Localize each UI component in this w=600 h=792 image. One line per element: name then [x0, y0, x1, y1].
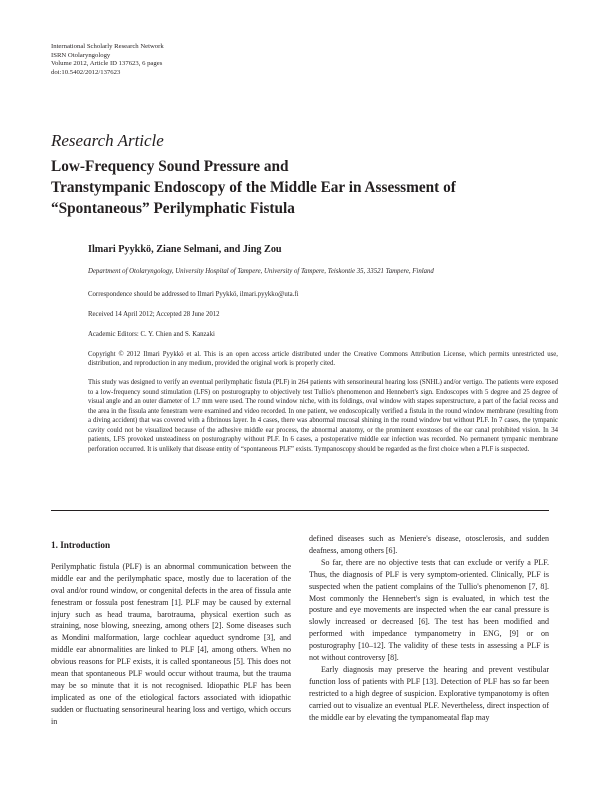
front-matter	[88, 244, 558, 454]
copyright: Copyright © 2012 Ilmari Pyykkö et al. This is an open access article distributed under the Creative Commons Attribution License, which permits unrestricted use, distribution, and reproduction in any medium, provided the original work is properly cited.	[88, 351, 558, 368]
paragraph: defined diseases such as Meniere's disease, otosclerosis, and sudden deafness, among others [6].	[309, 534, 549, 555]
article-type: Research Article	[51, 131, 164, 150]
title-line: Low-Frequency Sound Pressure and	[51, 158, 289, 175]
title-line: Transtympanic Endoscopy of the Middle Ear in Assessment of	[51, 179, 456, 197]
doi: doi:10.5402/2012/137623	[51, 68, 121, 76]
journal-header	[51, 43, 164, 77]
journal-name: International Scholarly Research Network	[51, 43, 164, 50]
article-title	[51, 156, 571, 220]
abstract: This study was designed to verify an eventual perilymphatic fistula (PLF) in 264 patients with sensorineural hearing loss (SNHL) and/or vertigo. The patients were exposed to a low-frequency sound stimulation (LFS) on posturography to objectively test Tullio's phenomenon and Hennebert's sign. Endoscopes with 5 degree and 25 degree of visual angle and an outer diameter of 1.7 mm were used. The round window niche, with its foldings, oval window with stapes superstructure, a part of the facial recess and the area in the fissula ante fenestram were examined and video recorded. In one patient, we endoscopically verified a fistula in the round window membrane (resulting from a diving accident) that was covered with a fibrinous layer. In 4 cases, there was abnormal mucosal shining in the round window but without PLF. In 7 cases, the tympanic cavity could not be visualized because of the adhesive middle ear process, the abnormal anatomy, or the prominent exostoses of the ear canal prohibited vision. In 34 patients, LFS provoked unsteadiness on posturography without PLF. In 6 cases, a postoperative middle ear infection was recorded. No permanent tympanic membrane perforation occurred. It is unlikely that disease entity of “spontaneous PLF” exists. Tympanoscopy should be regarded as the first choice when a PLF is suspected.	[88, 379, 558, 453]
body-column-left	[51, 531, 291, 728]
paragraph: Early diagnosis may preserve the hearing and prevent vestibular function loss of patients with PLF [13]. Detection of PLF has so far been restricted to a high degree of suspicion. Explorative tympanotomy is often carried out to visualize an eventual PLF. Nevertheless, direct inspection of the middle ear by elevating the tympanomeatal flap may	[309, 664, 549, 722]
title-line: “Spontaneous” Perilymphatic Fistula	[51, 200, 295, 218]
volume-info: Volume 2012, Article ID 137623, 6 pages	[51, 60, 163, 68]
affiliation: Department of Otolaryngology, University Hospital of Tampere, University of Tampere, Teiskontie 35, 33521 Tampere, Finland	[88, 268, 434, 275]
paragraph: So far, there are no objective tests that can exclude or verify a PLF. Thus, the diagnosis of PLF is very symptom-oriented. Clinically, PLF is suspected when the patient complains of the Tullio's phenomenon [7, 8]. Most commonly the Hennebert's sign is evaluated, in which test the posture and eye movements are inspected when the ear canal pressure is slowly increased or decreased [6]. The test has been modified and performed with impedance tympanometry in ENG, [9] or on posturography [10–12]. The validity of these tests in assessing a PLF is not without controversy [8].	[309, 557, 549, 663]
body-column-right	[309, 533, 549, 724]
journal-title: ISRN Otolaryngology	[51, 51, 111, 59]
authors: Ilmari Pyykkö, Ziane Selmani, and Jing Zou	[88, 244, 282, 255]
section-divider	[51, 510, 549, 511]
academic-editors: Academic Editors: C. Y. Chien and S. Kanzaki	[88, 331, 215, 338]
correspondence: Correspondence should be addressed to Ilmari Pyykkö, ilmari.pyykko@uta.fi	[88, 291, 299, 298]
dates: Received 14 April 2012; Accepted 28 June 2012	[88, 311, 220, 318]
section-heading: 1. Introduction	[51, 540, 111, 550]
paragraph: Perilymphatic fistula (PLF) is an abnormal communication between the middle ear and the perilymphatic space, mostly due to laceration of the oval and/or round window, or congenital defects in the area of fissula ante fenestram or fossula post fenestram [1]. PLF may be caused by external injury such as head trauma, barotrauma, physical exertion such as straining, nose blowing, sneezing, among others [2]. Some diseases such as Mondini malformation, large cochlear aqueduct syndrome [3], and middle ear abnormalities are linked to PLF [4], among others. When no obvious reasons for PLF exists, it is called spontaneous [5]. This does not mean that spontaneous PLF would occur without trauma, but the trauma may be so minute that it is not recognised. Idiopathic PLF has been implicated as one of the etiological factors associated with idiopathic sudden or fluctuating sensorineural hearing loss and vertigo, which occurs in	[51, 561, 291, 726]
